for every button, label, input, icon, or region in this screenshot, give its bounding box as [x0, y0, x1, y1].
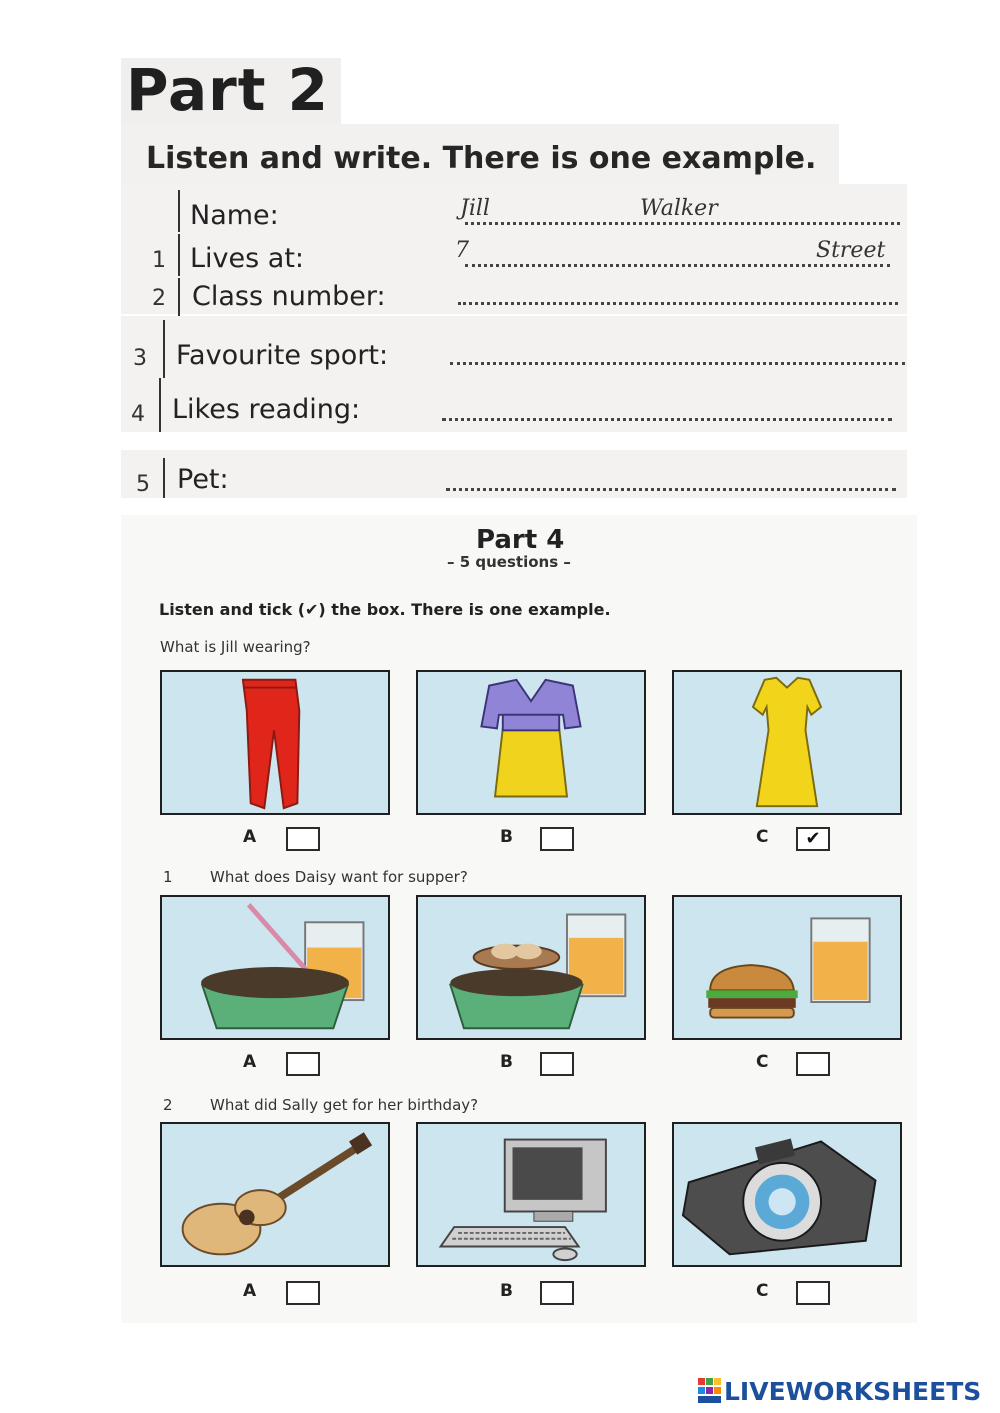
row-label: Pet: [177, 464, 229, 495]
red-trousers-icon [162, 672, 388, 813]
footer-brand: LIVEWORKSHEETS [724, 1377, 982, 1406]
example-answer-second: Walker [640, 196, 718, 221]
row-label: Likes reading: [172, 394, 361, 425]
class-number-input[interactable] [460, 276, 899, 304]
part4-subtitle: – 5 questions – [447, 553, 571, 571]
bread-spaghetti-juice-icon [418, 897, 644, 1038]
option-letter: B [500, 827, 513, 847]
row-divider [159, 378, 161, 432]
part4-instruction: Listen and tick (✔) the box. There is one example. [159, 600, 611, 619]
camera-icon [674, 1124, 900, 1265]
option-letter: C [756, 1281, 769, 1301]
computer-icon [418, 1124, 644, 1265]
row-number: 5 [136, 472, 150, 497]
picture-yellow-dress [672, 670, 902, 815]
picture-guitar [160, 1122, 390, 1267]
answer-suffix: Street [816, 238, 886, 263]
row-number: 1 [152, 248, 166, 273]
option-letter: A [243, 1281, 257, 1301]
example-answer-first: Jill [460, 196, 490, 221]
lives-at-input[interactable] [480, 238, 809, 266]
tick-box-b[interactable] [540, 827, 574, 851]
picture-camera [672, 1122, 902, 1267]
answer-dotted-line [446, 488, 896, 491]
row-label: Class number: [192, 281, 386, 312]
option-letter: A [243, 1052, 257, 1072]
row-divider [163, 320, 165, 378]
tick-box-c[interactable]: ✔ [796, 827, 830, 851]
row-label: Lives at: [190, 243, 305, 274]
jacket-and-skirt-icon [418, 672, 644, 813]
option-letter: C [756, 827, 769, 847]
tick-box-b[interactable] [540, 1052, 574, 1076]
liveworksheets-logo-icon [698, 1378, 722, 1408]
favourite-sport-input[interactable] [452, 336, 906, 364]
pet-input[interactable] [448, 462, 897, 490]
answer-dotted-line [465, 222, 900, 225]
row-number: 3 [133, 346, 147, 371]
row-divider [178, 190, 180, 232]
tick-box-c[interactable] [796, 1281, 830, 1305]
answer-dotted-line [458, 302, 898, 305]
likes-reading-input[interactable] [444, 392, 893, 420]
row-divider [178, 278, 180, 316]
answer-dotted-line [465, 264, 890, 267]
option-letter: B [500, 1052, 513, 1072]
tick-box-a[interactable] [286, 1281, 320, 1305]
row-number: 4 [131, 402, 145, 427]
part4-title: Part 4 [476, 525, 565, 555]
row-number: 2 [152, 286, 166, 311]
question-number: 2 [163, 1096, 173, 1114]
tick-box-c[interactable] [796, 1052, 830, 1076]
tick-box-a[interactable] [286, 827, 320, 851]
row-divider [178, 234, 180, 276]
part2-title: Part 2 [126, 56, 329, 124]
row-label: Favourite sport: [176, 340, 389, 371]
picture-spaghetti-and-juice [160, 895, 390, 1040]
yellow-dress-icon [674, 672, 900, 813]
picture-computer [416, 1122, 646, 1267]
tick-box-b[interactable] [540, 1281, 574, 1305]
burger-and-juice-icon [674, 897, 900, 1038]
guitar-icon [162, 1124, 388, 1265]
picture-bread-spaghetti-juice [416, 895, 646, 1040]
row-label: Name: [190, 200, 279, 231]
option-letter: A [243, 827, 257, 847]
picture-burger-and-juice [672, 895, 902, 1040]
option-letter: C [756, 1052, 769, 1072]
question-text: What is Jill wearing? [160, 638, 311, 656]
question-text: What does Daisy want for supper? [210, 868, 468, 886]
answer-prefix: 7 [455, 238, 469, 263]
tick-box-a[interactable] [286, 1052, 320, 1076]
row-divider [163, 458, 165, 498]
question-text: What did Sally get for her birthday? [210, 1096, 479, 1114]
part2-instruction: Listen and write. There is one example. [146, 141, 817, 176]
picture-red-trousers [160, 670, 390, 815]
spaghetti-and-juice-icon [162, 897, 388, 1038]
question-number: 1 [163, 868, 173, 886]
picture-jacket-and-skirt [416, 670, 646, 815]
answer-dotted-line [450, 362, 905, 365]
option-letter: B [500, 1281, 513, 1301]
answer-dotted-line [442, 418, 892, 421]
